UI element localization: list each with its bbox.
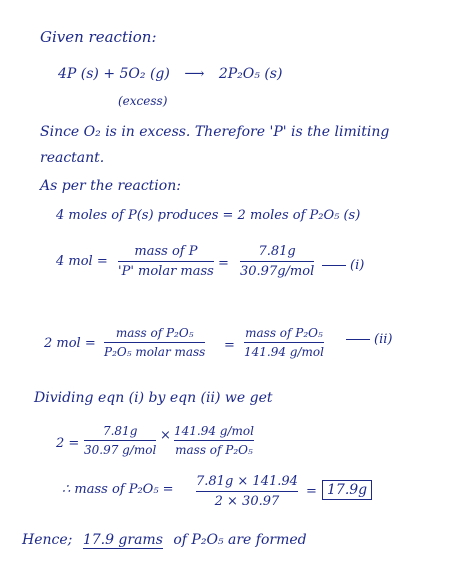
eq1-fraction-1 xyxy=(118,244,214,279)
eq2-num2: mass of P₂O₅ xyxy=(245,326,323,340)
fraction-bar xyxy=(244,342,324,343)
reaction-arrow: ⟶ xyxy=(184,66,205,82)
eq3-lhs: 2 = xyxy=(56,436,80,451)
eq1-equals: = xyxy=(218,256,229,271)
conclusion-post: of P₂O₅ are formed xyxy=(173,532,307,548)
conclusion-pre: Hence; xyxy=(22,532,73,548)
statement-line-2: reactant. xyxy=(40,150,105,166)
eq2-fraction-1 xyxy=(104,326,205,359)
eq3-num2: 141.94 g/mol xyxy=(174,424,254,438)
eq1-fraction-2 xyxy=(240,244,314,279)
mole-relation: 4 moles of P(s) produces = 2 moles of P₂O₅ (s) xyxy=(56,208,361,223)
eq4-fraction xyxy=(196,474,298,509)
dividing-line: Dividing eqn (i) by eqn (ii) we get xyxy=(34,390,273,406)
eq1-den1: 'P' molar mass xyxy=(118,264,214,279)
eq3-num1: 7.81g xyxy=(102,424,138,438)
fraction-bar xyxy=(174,440,254,441)
reaction-lhs: 4P (s) + 5O₂ (g) xyxy=(58,66,170,82)
eq1-num2: 7.81g xyxy=(258,244,296,259)
eq2-lhs: 2 mol = xyxy=(44,336,96,351)
eq4-num: 7.81g × 141.94 xyxy=(196,474,298,489)
eq2-tag xyxy=(346,332,392,347)
eq4-den: 2 × 30.97 xyxy=(214,494,280,509)
eq1-den2: 30.97g/mol xyxy=(240,264,315,279)
tag-dash xyxy=(346,339,370,340)
eq3-den1: 30.97 g/mol xyxy=(84,443,157,457)
result-box: 17.9g xyxy=(322,480,372,500)
eq3-times: × xyxy=(160,428,171,443)
eq3-den2: mass of P₂O₅ xyxy=(175,443,253,457)
fraction-bar xyxy=(240,261,314,262)
tag-dash xyxy=(322,265,346,266)
eq2-fraction-2 xyxy=(244,326,324,359)
eq2-den2: 141.94 g/mol xyxy=(244,345,324,359)
conclusion-value: 17.9 grams xyxy=(82,532,163,548)
excess-note: (excess) xyxy=(118,94,168,108)
fraction-bar xyxy=(84,440,156,441)
eq2-tag-text: (ii) xyxy=(374,332,393,347)
as-per-heading: As per the reaction: xyxy=(40,178,181,194)
eq1-lhs: 4 mol = xyxy=(56,254,108,269)
eq1-num1: mass of P xyxy=(134,244,198,259)
conclusion xyxy=(22,532,307,548)
eq1-tag-text: (i) xyxy=(350,258,365,273)
eq3-fraction-1 xyxy=(84,424,156,457)
statement-line-1: Since O₂ is in excess. Therefore 'P' is the limiting xyxy=(40,124,390,140)
fraction-bar xyxy=(196,491,298,492)
fraction-bar xyxy=(118,261,214,262)
reaction-rhs: 2P₂O₅ (s) xyxy=(218,66,283,82)
eq2-num1: mass of P₂O₅ xyxy=(115,326,194,340)
eq2-equals: = xyxy=(224,338,235,353)
fraction-bar xyxy=(104,342,205,343)
eq1-tag xyxy=(322,258,364,273)
eq4-lhs: ∴ mass of P₂O₅ = xyxy=(62,482,174,497)
reaction-equation xyxy=(58,66,282,82)
eq4-equals: = xyxy=(306,484,317,499)
title: Given reaction: xyxy=(40,28,157,46)
eq2-den1: P₂O₅ molar mass xyxy=(104,345,206,359)
eq3-fraction-2 xyxy=(174,424,254,457)
